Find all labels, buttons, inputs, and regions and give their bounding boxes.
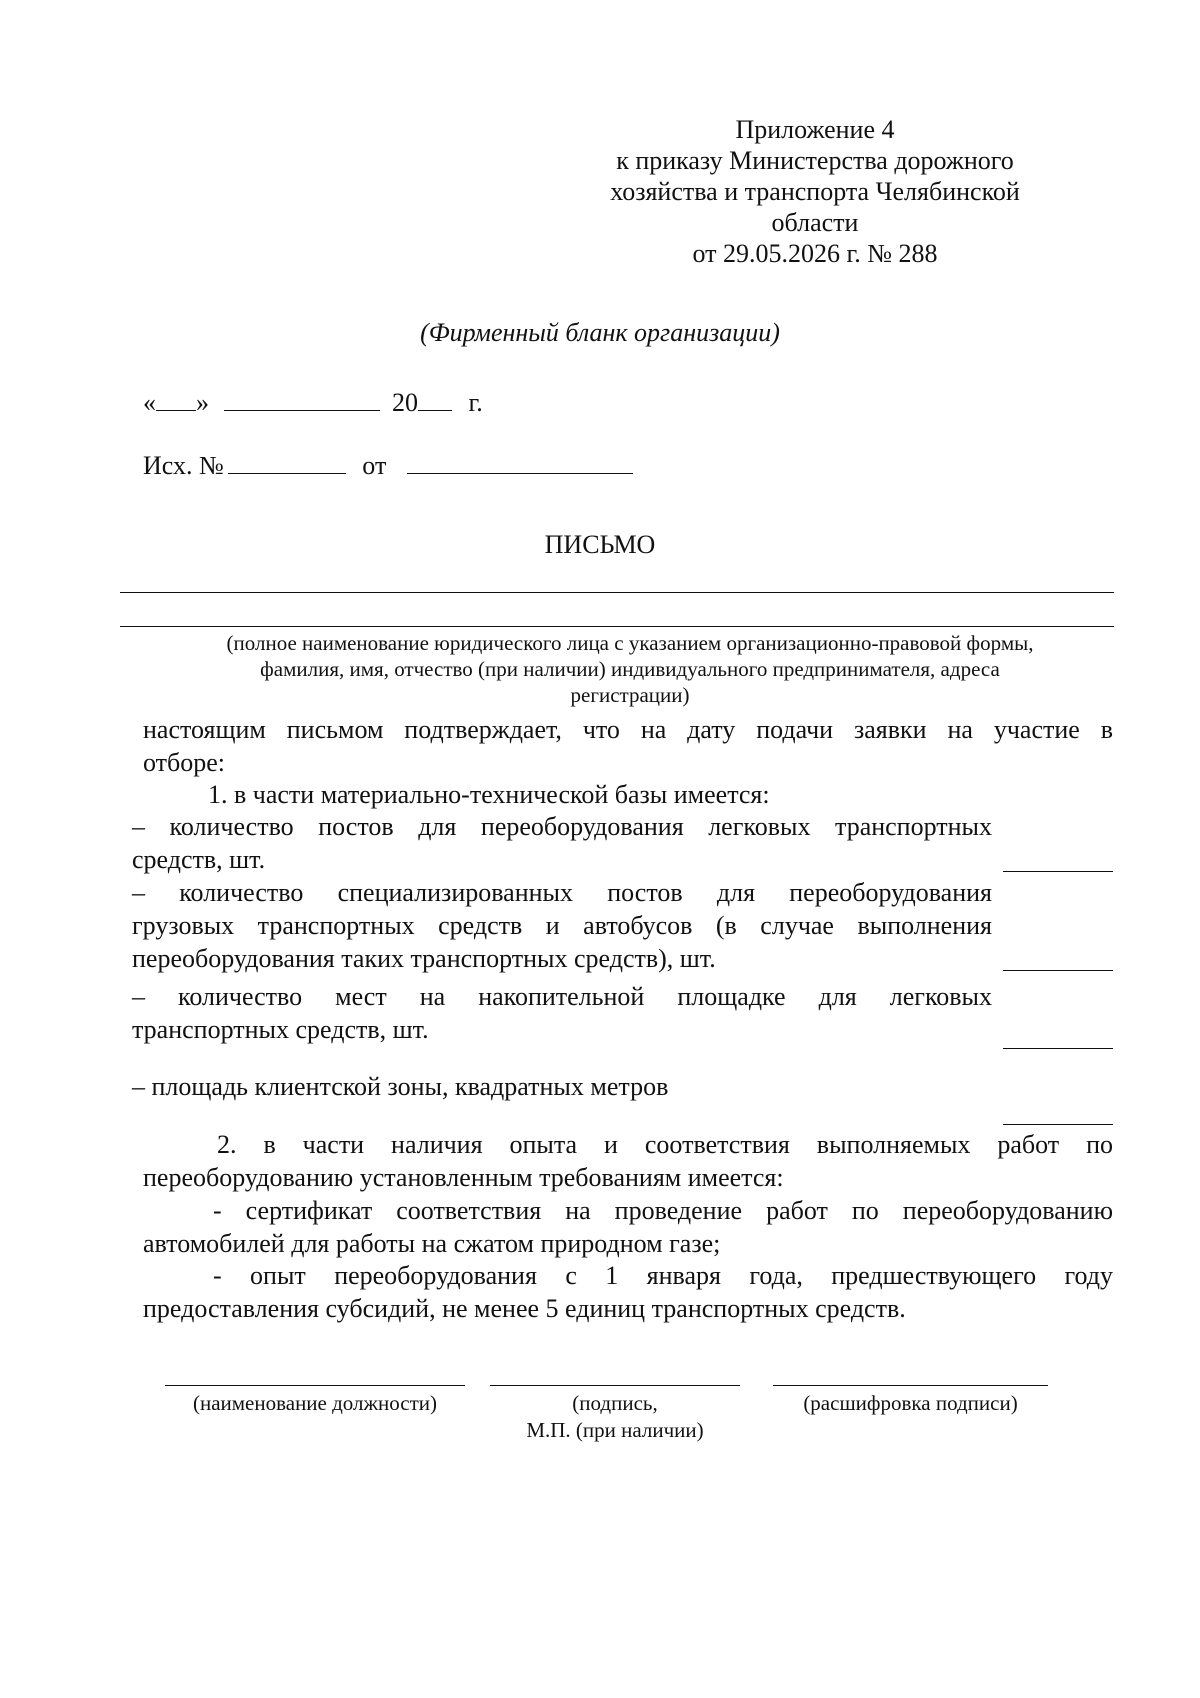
signature-caption-line-1: (подпись, — [572, 1391, 658, 1415]
recipient-rule-2 — [120, 626, 1114, 627]
appendix-line-4: области — [771, 208, 859, 237]
section2-line-1: 2. в части наличия опыта и соответствия выполняемых работ по — [217, 1130, 1113, 1159]
outgoing-date-blank — [407, 449, 633, 474]
signature-caption-line-2: М.П. (при наличии) — [526, 1418, 704, 1442]
recipient-caption-line-2: фамилия, имя, отчество (при наличии) индивидуального предпринимателя, адреса — [260, 657, 1000, 681]
item4-value-blank — [1003, 1124, 1113, 1125]
position-caption — [165, 1390, 465, 1417]
certificate-paragraph — [143, 1194, 1113, 1260]
experience-line-2: предоставления субсидий, не менее 5 единиц транспортных средств. — [143, 1294, 906, 1323]
decode-rule — [773, 1385, 1048, 1386]
appendix-line-1: Приложение 4 — [735, 115, 895, 144]
section1-heading-text: 1. в части материально-технической базы имеется: — [208, 780, 770, 809]
day-blank — [156, 386, 196, 411]
date-open-quote: « — [143, 388, 156, 417]
item3-value-blank — [1003, 1048, 1113, 1049]
outgoing-number-blank — [228, 449, 346, 474]
year-prefix: 20 — [392, 388, 418, 417]
letterhead-note: (Фирменный бланк организации) — [420, 318, 780, 347]
section2-paragraph — [143, 1128, 1113, 1194]
experience-paragraph — [143, 1259, 1113, 1325]
year-blank — [418, 386, 452, 411]
certificate-line-2: автомобилей для работы на сжатом природном газе; — [143, 1229, 721, 1258]
recipient-caption — [140, 630, 1120, 708]
experience-line-1: - опыт переоборудования с 1 января года, предшествующего году — [213, 1261, 1113, 1290]
recipient-rule-1 — [120, 592, 1114, 593]
position-rule — [165, 1385, 465, 1386]
item3-line-2: транспортных средств, шт. — [132, 1015, 429, 1044]
section1-item-1 — [132, 810, 992, 876]
outgoing-number-line — [143, 449, 633, 481]
intro-paragraph — [143, 713, 1113, 779]
signature-rule — [490, 1385, 740, 1386]
item1-line-1: – количество постов для переоборудования легковых транспортных — [132, 812, 992, 841]
item1-line-2: средств, шт. — [132, 845, 266, 874]
item4-line: – площадь клиентской зоны, квадратных метров — [132, 1072, 669, 1101]
item2-line-2: грузовых транспортных средств и автобусов (в случае выполнения — [132, 911, 992, 940]
item2-line-3: переоборудования таких транспортных средств), шт. — [132, 944, 716, 973]
section1-heading — [208, 778, 770, 811]
section1-item-2 — [132, 876, 992, 975]
recipient-caption-line-1: (полное наименование юридического лица с указанием организационно-правовой формы, — [226, 631, 1034, 655]
date-close-quote: » — [196, 388, 209, 417]
outgoing-label: Исх. № — [143, 451, 224, 480]
position-caption-text: (наименование должности) — [192, 1391, 438, 1415]
appendix-line-3: хозяйства и транспорта Челябинской — [610, 177, 1020, 206]
section1-item-3 — [132, 980, 992, 1046]
item3-line-1: – количество мест на накопительной площадке для легковых — [132, 982, 992, 1011]
item1-value-blank — [1003, 871, 1113, 872]
appendix-header — [560, 114, 1070, 269]
signature-caption — [490, 1390, 740, 1444]
recipient-caption-line-3: регистрации) — [570, 683, 690, 707]
decode-caption-text: (расшифровка подписи) — [803, 1391, 1018, 1415]
item2-value-blank — [1003, 970, 1113, 971]
outgoing-from-label: от — [362, 451, 387, 480]
section2-line-2: переоборудованию установленным требованиям имеется: — [143, 1163, 784, 1192]
intro-line-2: отборе: — [143, 748, 226, 777]
letter-title: ПИСЬМО — [544, 530, 656, 559]
appendix-line-5: от 29.05.2026 г. № 288 — [692, 239, 938, 268]
item2-line-1: – количество специализированных постов для переоборудования — [132, 878, 992, 907]
section1-item-4 — [132, 1070, 668, 1103]
date-line — [143, 386, 483, 418]
certificate-line-1: - сертификат соответствия на проведение работ по переоборудованию — [213, 1196, 1113, 1225]
intro-line-1: настоящим письмом подтверждает, что на дату подачи заявки на участие в — [143, 715, 1113, 744]
decode-caption — [773, 1390, 1048, 1417]
month-blank — [224, 386, 380, 411]
year-suffix: г. — [468, 388, 483, 417]
appendix-line-2: к приказу Министерства дорожного — [616, 146, 1014, 175]
